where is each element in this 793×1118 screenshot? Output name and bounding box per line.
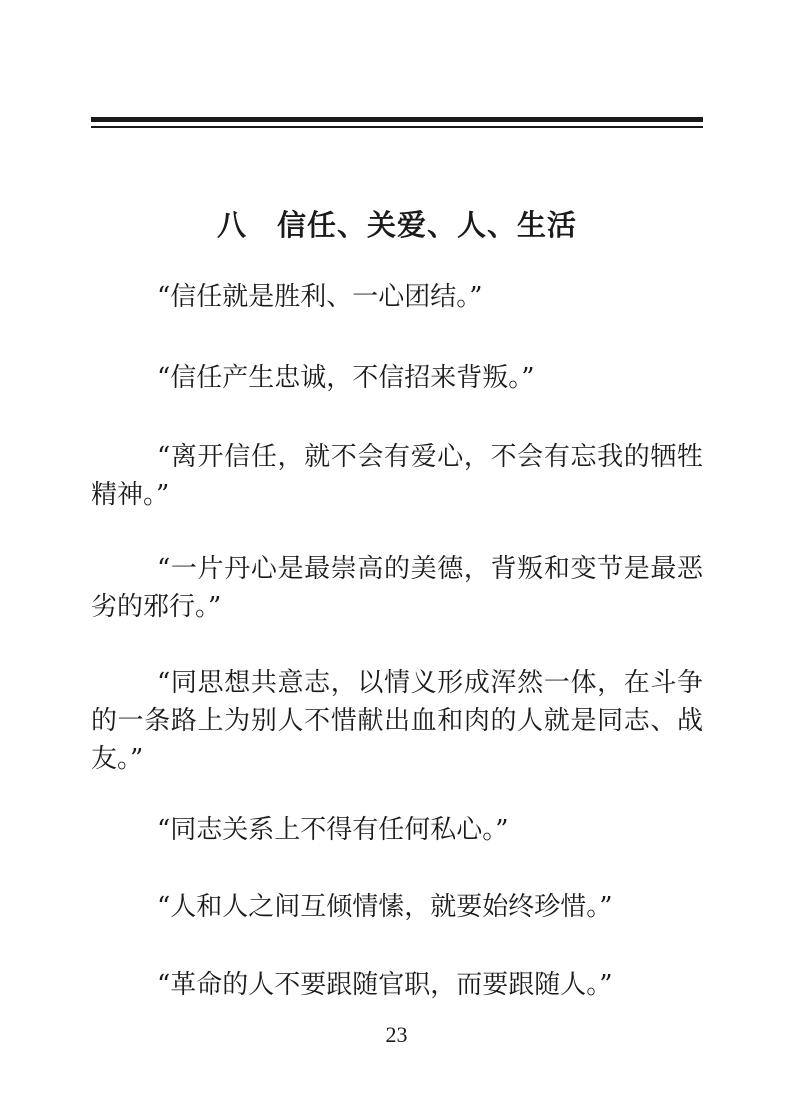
header-rule-thin (91, 126, 703, 128)
quote-paragraph: “信任就是胜利、一心团结。” (157, 282, 483, 312)
quote-paragraph: “离开信任，就不会有爱心，不会有忘我的牺牲精神。” (91, 442, 703, 510)
header-rule-thick (91, 117, 703, 122)
page-number: 23 (385, 1022, 408, 1047)
quote-paragraph: “人和人之间互倾情愫，就要始终珍惜。” (157, 892, 613, 922)
quote-paragraph: “信任产生忠诚，不信招来背叛。” (157, 363, 535, 393)
quote-paragraph: “同志关系上不得有任何私心。” (157, 815, 509, 845)
chapter-title: 八 信任、关爱、人、生活 (216, 208, 577, 242)
quote-paragraph: “同思想共意志，以情义形成浑然一体，在斗争的一条路上为别人不惜献出血和肉的人就是同志、战友。” (91, 668, 703, 774)
quote-paragraph: “革命的人不要跟随官职，而要跟随人。” (157, 970, 613, 1000)
quote-paragraph: “一片丹心是最崇高的美德，背叛和变节是最恶劣的邪行。” (91, 554, 703, 622)
